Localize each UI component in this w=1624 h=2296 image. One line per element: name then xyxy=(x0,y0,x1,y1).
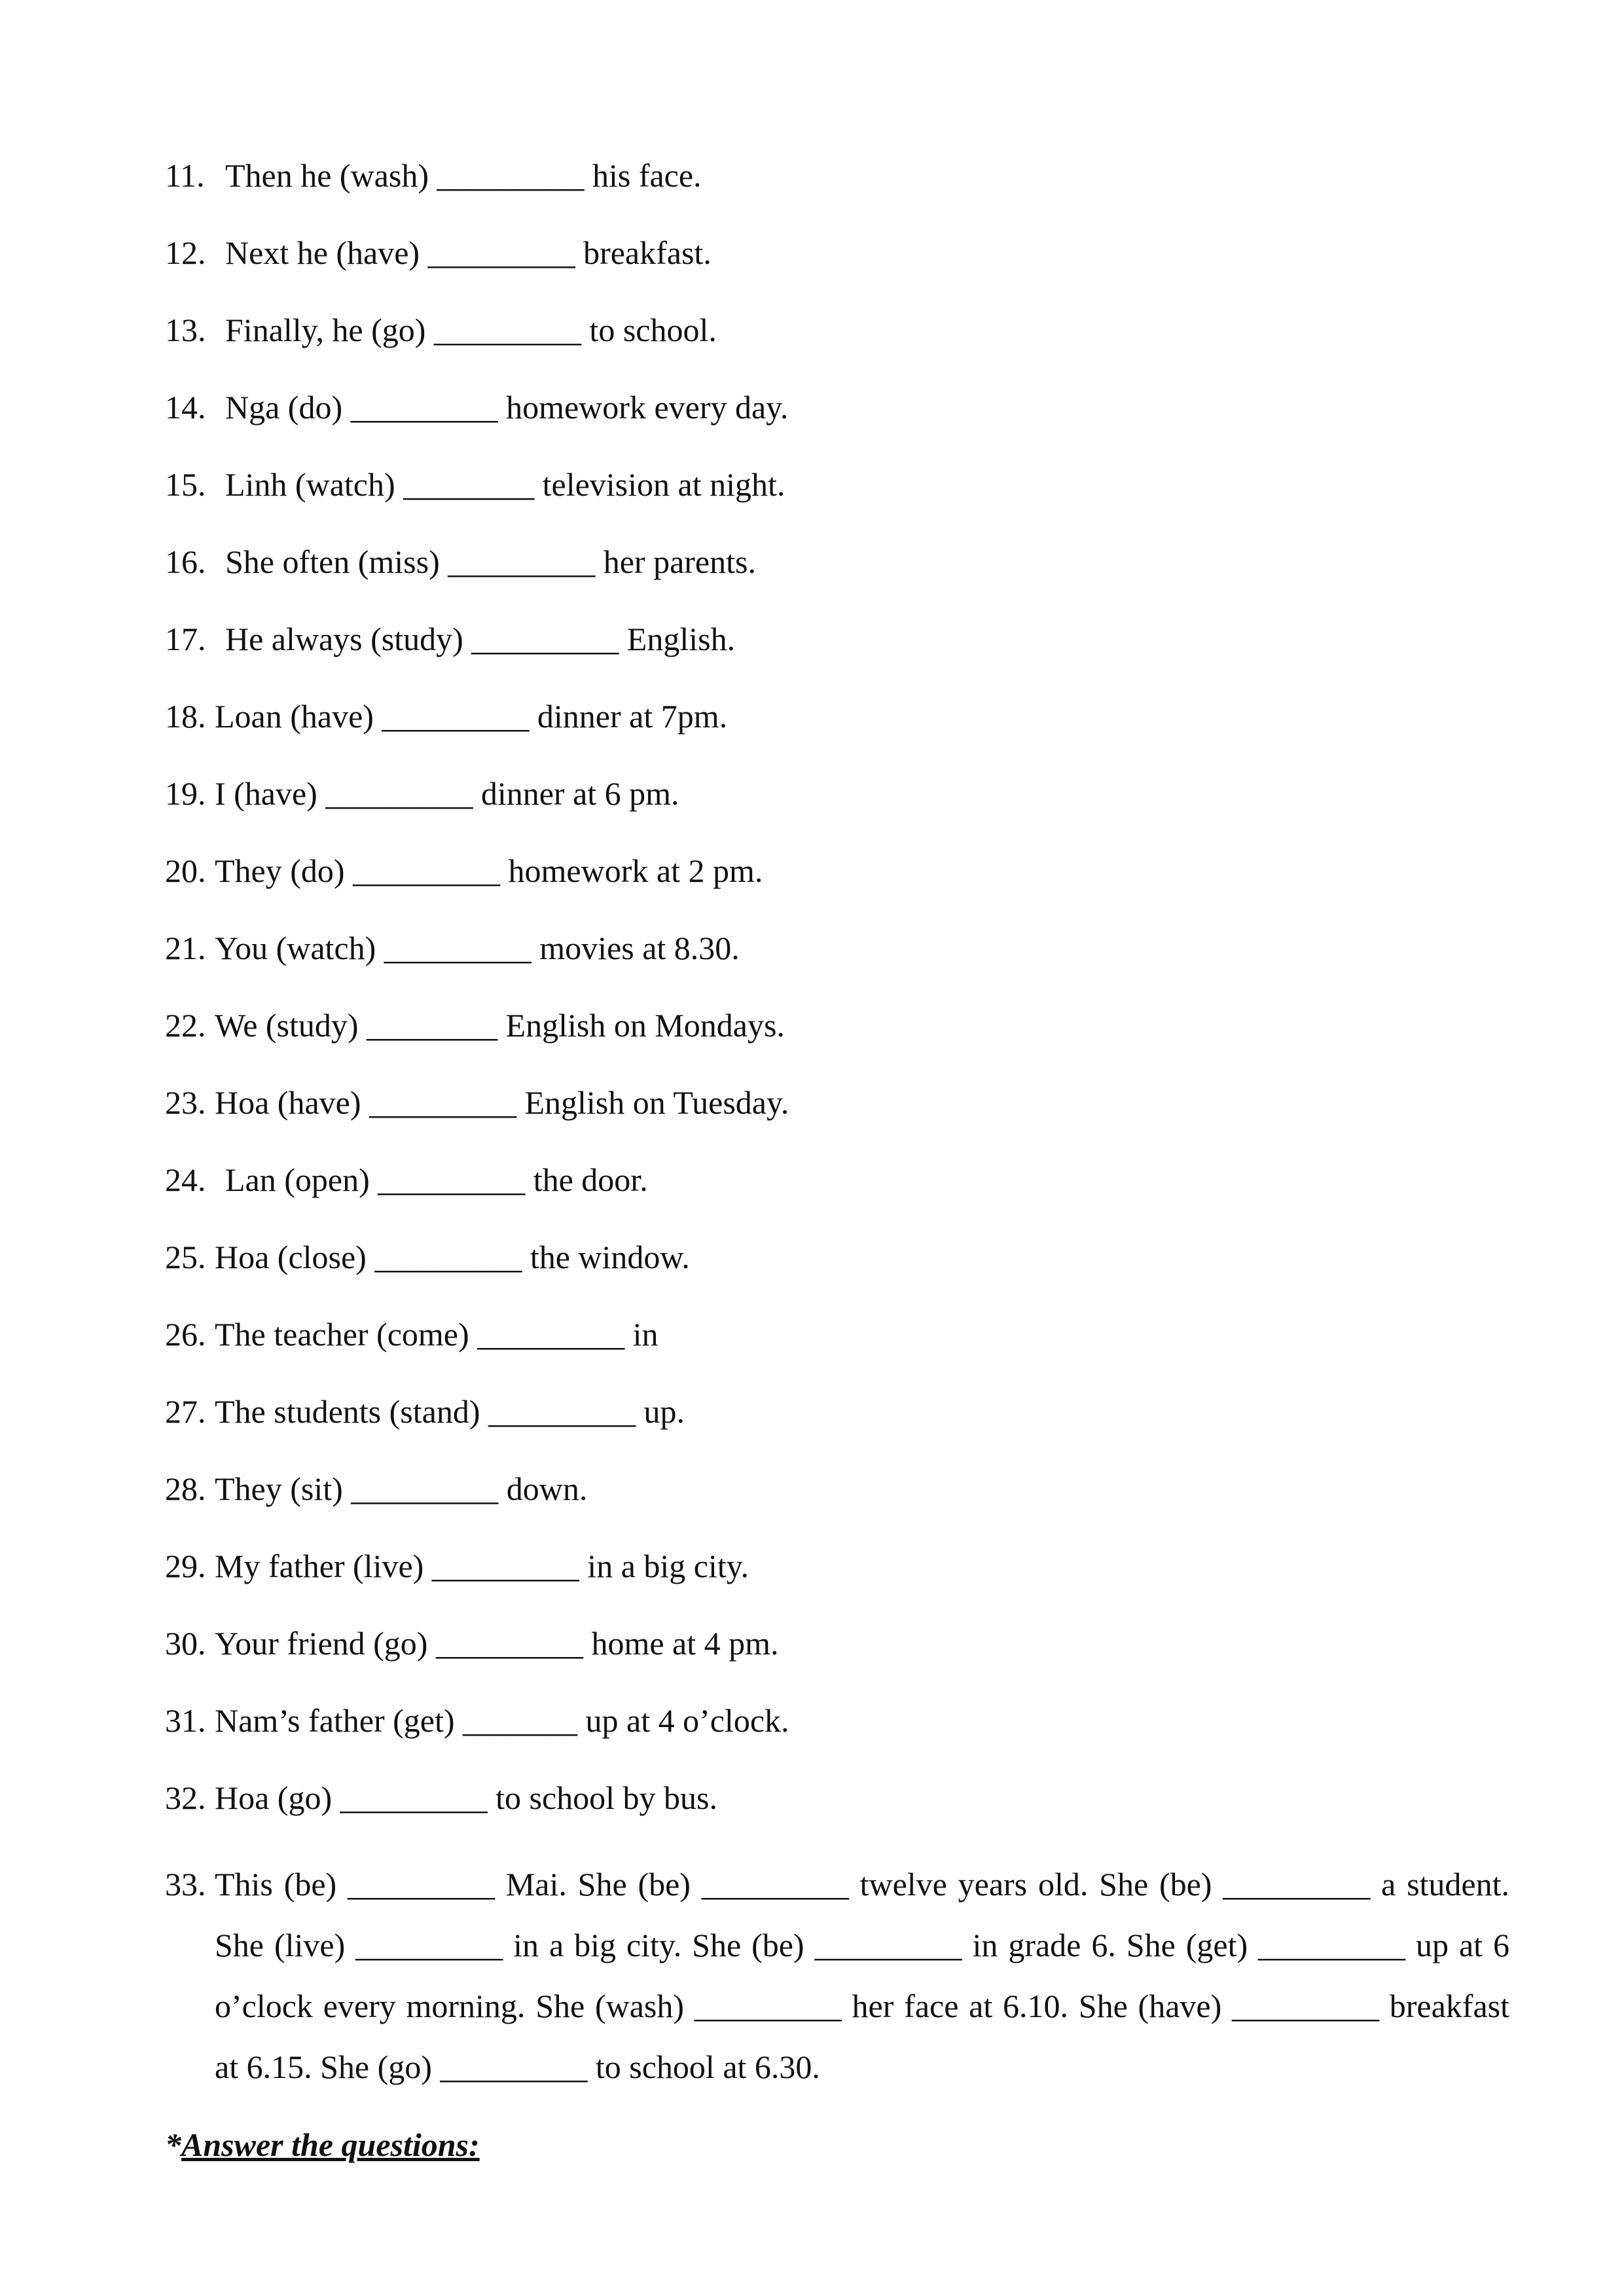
heading-text: Answer the questions: xyxy=(181,2126,480,2163)
item-number: 30. xyxy=(165,1625,206,1662)
item-text: Linh (watch) ________ television at night. xyxy=(225,466,785,503)
item-number: 17. xyxy=(165,621,206,657)
exercise-item-31 xyxy=(165,1701,789,1740)
item-text: Hoa (have) _________ English on Tuesday. xyxy=(215,1084,789,1121)
exercise-item-26 xyxy=(165,1315,659,1354)
item-text: Your friend (go) _________ home at 4 pm. xyxy=(215,1625,779,1662)
item-text: Hoa (close) _________ the window. xyxy=(215,1239,690,1275)
item-text: They (sit) _________ down. xyxy=(215,1470,588,1507)
item-number: 15. xyxy=(165,466,206,503)
exercise-item-21 xyxy=(165,928,740,968)
exercise-item-11 xyxy=(165,156,702,195)
item-text: The teacher (come) _________ in xyxy=(215,1316,659,1353)
item-number: 24. xyxy=(165,1161,206,1198)
item-number: 13. xyxy=(165,312,206,348)
item-text: The students (stand) _________ up. xyxy=(215,1393,685,1430)
exercise-item-27 xyxy=(165,1392,685,1431)
exercise-item-25 xyxy=(165,1237,690,1277)
item-text: Next he (have) _________ breakfast. xyxy=(225,234,712,271)
item-number: 12. xyxy=(165,234,206,271)
item-number: 27. xyxy=(165,1393,206,1430)
item-text: Lan (open) _________ the door. xyxy=(225,1161,648,1198)
item-text: Hoa (go) _________ to school by bus. xyxy=(215,1779,717,1816)
exercise-item-14 xyxy=(165,388,788,427)
item-text: He always (study) _________ English. xyxy=(225,621,736,657)
item-number: 25. xyxy=(165,1239,206,1275)
exercise-item-18 xyxy=(165,697,727,736)
exercise-item-12 xyxy=(165,233,712,272)
paragraph-text: This (be) _________ Mai. She (be) _________ twelve years old. She (be) _________ a student. She (live) _________ in a big city. She (be) _________ in grade 6. She (get) _________ up at 6 o’clock every morning. She (wash) _________ her face at 6.10. She (have) _________ breakfast at 6.15. She (go) _________ to school at 6.30. xyxy=(215,1866,1509,2085)
exercise-item-17 xyxy=(165,619,735,659)
exercise-item-23 xyxy=(165,1083,789,1122)
item-number: 18. xyxy=(165,698,206,735)
exercise-item-22 xyxy=(165,1006,785,1045)
section-heading xyxy=(165,2125,480,2164)
exercise-item-32 xyxy=(165,1778,717,1817)
item-number: 33. xyxy=(165,1866,206,1903)
exercise-item-33 xyxy=(165,1854,1509,2098)
item-text: Finally, he (go) _________ to school. xyxy=(225,312,717,348)
exercise-item-28 xyxy=(165,1469,587,1508)
item-number: 29. xyxy=(165,1548,206,1584)
item-text: Nga (do) _________ homework every day. xyxy=(225,389,789,426)
exercise-item-24 xyxy=(165,1160,648,1199)
exercise-item-29 xyxy=(165,1546,749,1586)
exercise-item-30 xyxy=(165,1624,779,1663)
exercise-item-15 xyxy=(165,465,785,504)
item-text: She often (miss) _________ her parents. xyxy=(225,543,756,580)
item-number: 11. xyxy=(165,157,205,194)
item-text: They (do) _________ homework at 2 pm. xyxy=(215,852,763,889)
exercise-item-16 xyxy=(165,542,756,581)
exercise-item-13 xyxy=(165,310,717,350)
item-text: Nam’s father (get) _______ up at 4 o’clock. xyxy=(215,1702,789,1739)
item-number: 16. xyxy=(165,543,206,580)
item-text: Loan (have) _________ dinner at 7pm. xyxy=(215,698,728,735)
exercise-item-19 xyxy=(165,774,679,813)
heading-star: * xyxy=(165,2126,181,2163)
exercise-item-20 xyxy=(165,851,763,890)
item-number: 28. xyxy=(165,1470,206,1507)
item-number: 20. xyxy=(165,852,206,889)
item-number: 26. xyxy=(165,1316,206,1353)
item-text: You (watch) _________ movies at 8.30. xyxy=(215,930,740,966)
item-number: 23. xyxy=(165,1084,206,1121)
item-number: 22. xyxy=(165,1007,206,1044)
item-number: 31. xyxy=(165,1702,206,1739)
item-number: 19. xyxy=(165,775,206,812)
item-number: 21. xyxy=(165,930,206,966)
item-number: 32. xyxy=(165,1779,206,1816)
item-number: 14. xyxy=(165,389,206,426)
item-text: We (study) ________ English on Mondays. xyxy=(215,1007,785,1044)
item-text: My father (live) _________ in a big city. xyxy=(215,1548,749,1584)
item-text: Then he (wash) _________ his face. xyxy=(225,157,702,194)
item-text: I (have) _________ dinner at 6 pm. xyxy=(215,775,679,812)
